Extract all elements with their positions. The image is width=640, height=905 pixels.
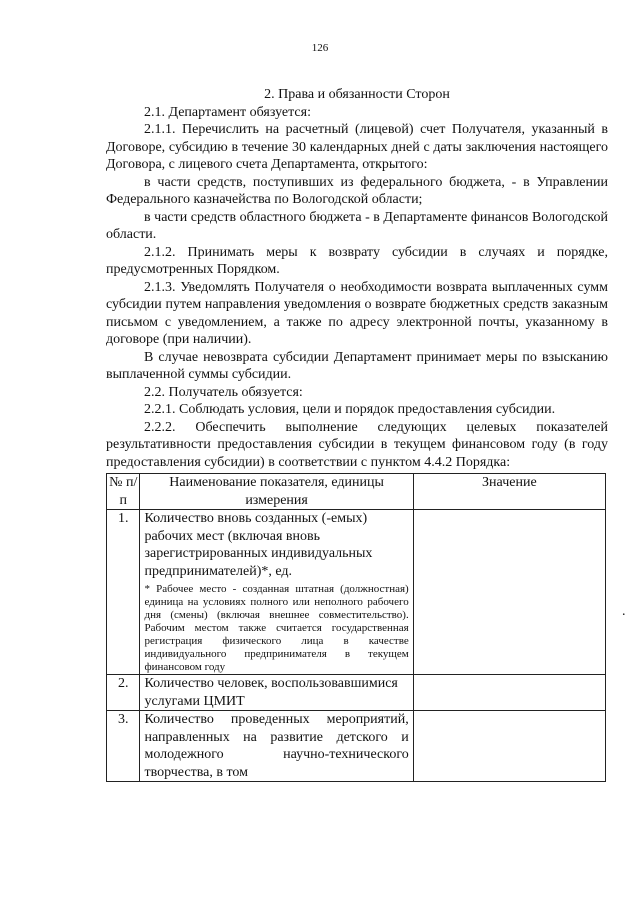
row-number: 1. [107,510,140,675]
paragraph-2-1-1: 2.1.1. Перечислить на расчетный (лицевой) счет Получателя, указанный в Договоре, субсидию в течение 30 календарных дней с даты заключения настоящего Договора, с лицевого счета Департамента, открытого: [106,122,608,172]
indicator-name: Количество проведенных мероприятий, направленных на развитие детского и молодежного научно-технического творчества, в том [140,711,413,782]
paragraph-2-1-2: 2.1.2. Принимать меры к возврату субсидии в случаях и порядке, предусмотренных Порядком. [106,244,608,277]
paragraph-regional-budget: в части средств областного бюджета - в Департаменте финансов Вологодской области. [106,209,608,242]
page-number: 126 [311,42,329,54]
section-title: 2. Права и обязанности Сторон [264,87,450,102]
indicators-table [106,473,606,782]
paragraph-2-1: 2.1. Департамент обязуется: [144,104,311,120]
paragraph-2-2: 2.2. Получатель обязуется: [144,384,303,400]
table-row [107,711,606,782]
paragraph-2-2-2: 2.2.2. Обеспечить выполнение следующих целевых показателей результативности предоставления субсидии в текущем финансовом году (в году предоставления субсидии) в соответствии с пунктом 4.4.2 Порядка: [106,419,608,470]
indicator-cell [140,510,413,675]
paragraph-non-return: В случае невозврата субсидии Департамент принимает меры по взысканию выплаченной суммы субсидии. [106,349,608,382]
row-number: 2. [107,675,140,711]
header-value: Значение [413,474,605,510]
indicator-name: Количество вновь созданных (-емых) рабочих мест (включая вновь зарегистрированных индивидуальных предпринимателей)*, ед. [144,511,373,579]
paragraph-2-2-1: 2.2.1. Соблюдать условия, цели и порядок предоставления субсидии. [144,402,556,417]
indicator-footnote: * Рабочее место - созданная штатная (должностная) единица на условиях полного или неполного рабочего дня (смены) (включая внешнее совместительство). Рабочим местом также считается государственная регистрация физического лица в качестве индивидуального предпринимателя в текущем финансовом году [144,583,409,673]
document-body [106,86,608,782]
table-row [107,510,606,675]
header-indicator-name: Наименование показателя, единицы измерения [140,474,413,510]
value-cell [413,510,605,675]
value-cell [413,675,605,711]
row-number: 3. [107,711,140,782]
table-header-row [107,474,606,510]
indicator-name: Количество человек, воспользовавшимися услугами ЦМИТ [140,675,413,711]
paragraph-federal-budget: в части средств, поступивших из федерального бюджета, - в Управлении Федерального казначейства по Вологодской области; [106,174,608,207]
header-number: № п/п [107,474,140,510]
paragraph-2-1-3: 2.1.3. Уведомлять Получателя о необходимости возврата выплаченных сумм субсидии путем направления уведомления о возврате бюджетных средств заказным письмом с уведомлением, а также по адресу электронной почты, указанному в договоре (при наличии). [106,279,608,347]
table-row [107,675,606,711]
stray-mark: . [622,604,626,619]
value-cell [413,711,605,782]
